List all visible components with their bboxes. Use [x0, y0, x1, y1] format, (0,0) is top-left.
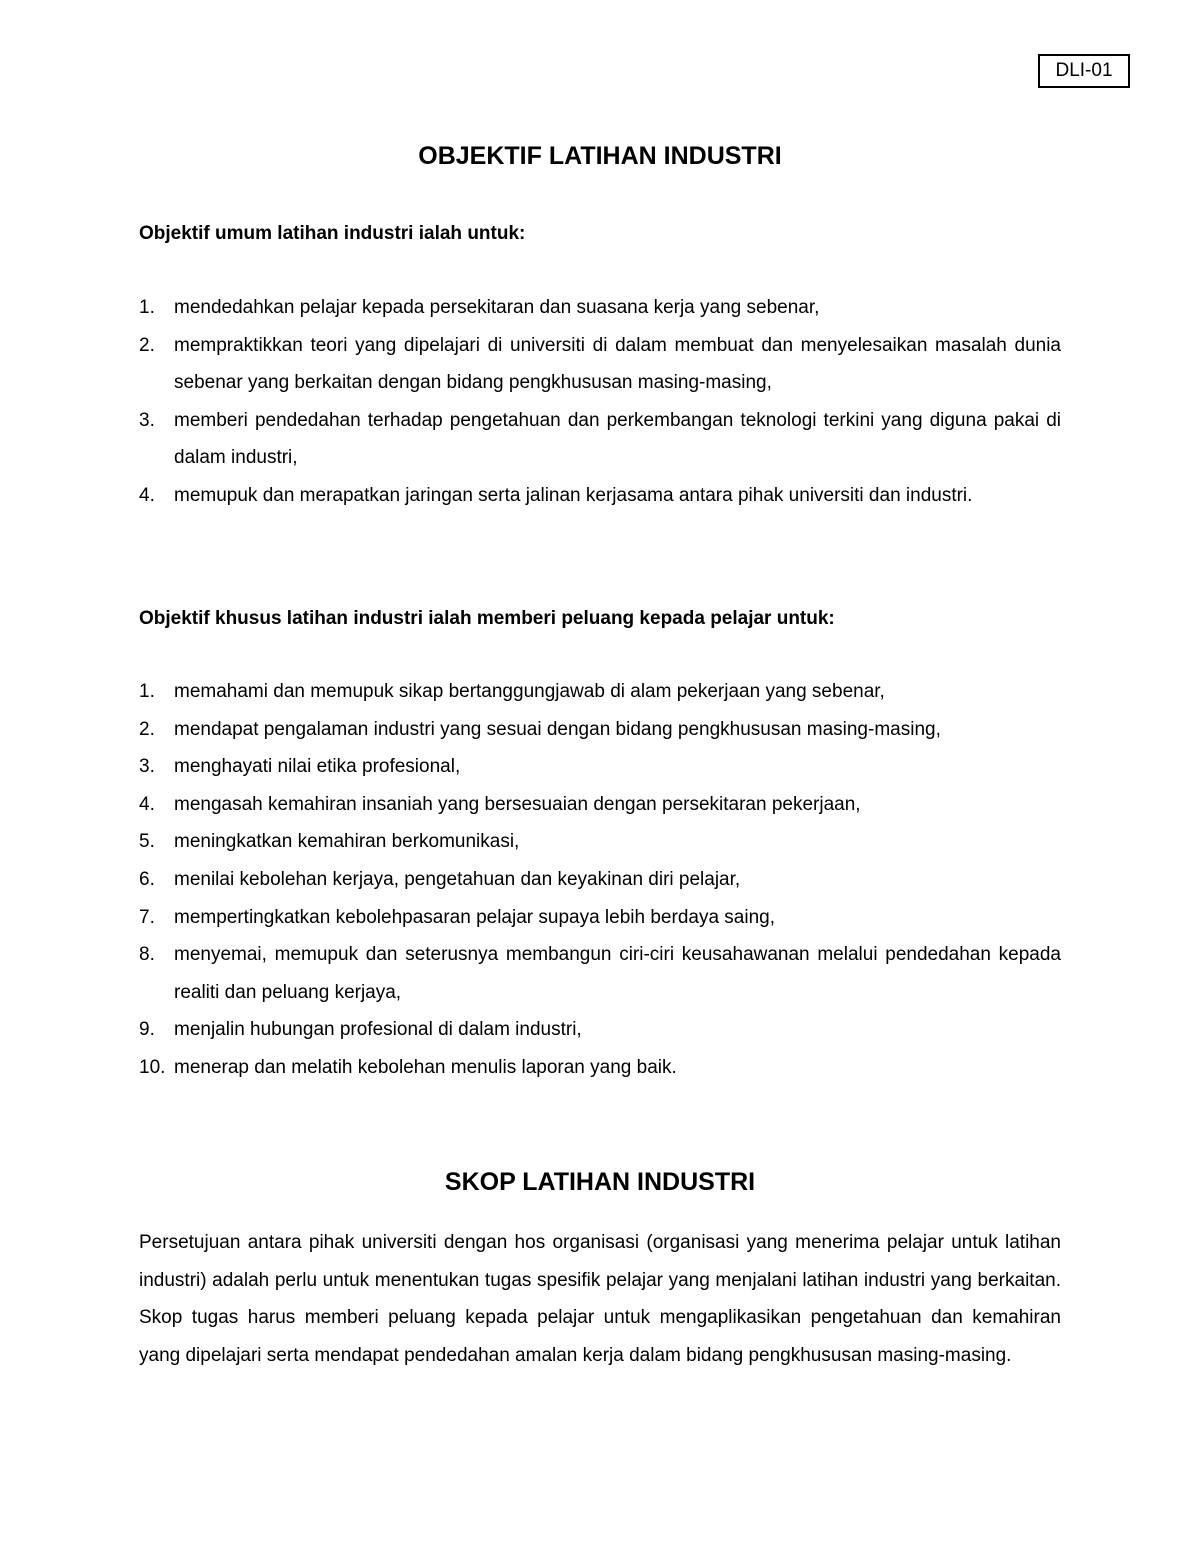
item-text: memupuk dan merapatkan jaringan serta jalinan kerjasama antara pihak universiti dan industri.	[174, 484, 973, 506]
item-number: 6.	[139, 868, 155, 890]
specific-objectives-list	[139, 673, 1061, 1087]
list-item	[139, 711, 1061, 749]
item-text: menghayati nilai etika profesional,	[174, 756, 461, 778]
item-number: 4.	[139, 793, 155, 815]
item-text: mendapat pengalaman industri yang sesuai dengan bidang pengkhususan masing-masing,	[174, 718, 941, 740]
item-text: memberi pendedahan terhadap pengetahuan dan perkembangan teknologi terkini yang diguna pakai di dalam industri,	[174, 409, 1061, 469]
item-text: mempraktikkan teori yang dipelajari di universiti di dalam membuat dan menyelesaikan masalah dunia sebenar yang berkaitan dengan bidang pengkhususan masing-masing,	[174, 334, 1061, 394]
section-title-skop: SKOP LATIHAN INDUSTRI	[444, 1168, 756, 1196]
item-text: meningkatkan kemahiran berkomunikasi,	[174, 831, 520, 853]
list-item	[139, 748, 1061, 786]
item-text: menjalin hubungan profesional di dalam industri,	[174, 1019, 582, 1041]
list-item	[139, 1049, 1061, 1087]
item-number: 1.	[139, 681, 155, 702]
item-number: 9.	[139, 1019, 155, 1041]
item-number: 8.	[139, 944, 155, 966]
list-item	[139, 786, 1061, 824]
specific-objectives-heading: Objektif khusus latihan industri ialah memberi peluang kepada pelajar untuk:	[139, 608, 835, 629]
item-text: mengasah kemahiran insaniah yang bersesuaian dengan persekitaran pekerjaan,	[174, 793, 861, 815]
general-objectives-heading: Objektif umum latihan industri ialah untuk:	[139, 223, 526, 244]
list-item	[139, 899, 1061, 937]
item-text: memahami dan memupuk sikap bertanggungjawab di alam pekerjaan yang sebenar,	[174, 681, 885, 702]
item-number: 5.	[139, 831, 155, 853]
list-item	[139, 402, 1061, 477]
item-text: menyemai, memupuk dan seterusnya membangun ciri-ciri keusahawanan melalui pendedahan kepada realiti dan peluang kerjaya,	[174, 944, 1061, 1003]
item-text: mempertingkatkan kebolehpasaran pelajar supaya lebih berdaya saing,	[174, 906, 775, 928]
list-item	[139, 477, 1061, 515]
item-number: 1.	[139, 297, 155, 318]
item-text: mendedahkan pelajar kepada persekitaran dan suasana kerja yang sebenar,	[174, 297, 820, 318]
item-number: 2.	[139, 334, 155, 356]
list-item	[139, 861, 1061, 899]
list-item	[139, 823, 1061, 861]
item-number: 2.	[139, 718, 155, 740]
item-text: menilai kebolehan kerjaya, pengetahuan dan keyakinan diri pelajar,	[174, 868, 741, 890]
list-item	[139, 327, 1061, 402]
item-number: 4.	[139, 484, 155, 506]
general-objectives-list	[139, 289, 1061, 515]
item-number: 3.	[139, 409, 155, 431]
list-item	[139, 673, 1061, 711]
list-item	[139, 1011, 1061, 1049]
item-text: menerap dan melatih kebolehan menulis laporan yang baik.	[174, 1056, 677, 1078]
skop-paragraph: Persetujuan antara pihak universiti dengan hos organisasi (organisasi yang menerima pelajar untuk latihan industri) adalah perlu untuk menentukan tugas spesifik pelajar yang menjalani latihan industri yang berkaitan. Skop tugas harus memberi peluang kepada pelajar untuk mengaplikasikan pengetahuan dan kemahiran yang dipelajari serta mendapat pendedahan amalan kerja dalam bidang pengkhususan masing-masing.	[139, 1232, 1061, 1366]
section-title-objektif: OBJEKTIF LATIHAN INDUSTRI	[418, 142, 782, 170]
item-number: 10.	[139, 1056, 166, 1078]
list-item	[139, 936, 1061, 1011]
list-item	[139, 289, 1061, 327]
item-number: 3.	[139, 756, 155, 778]
document-code-box: DLI-01	[1038, 54, 1130, 88]
item-number: 7.	[139, 906, 155, 928]
